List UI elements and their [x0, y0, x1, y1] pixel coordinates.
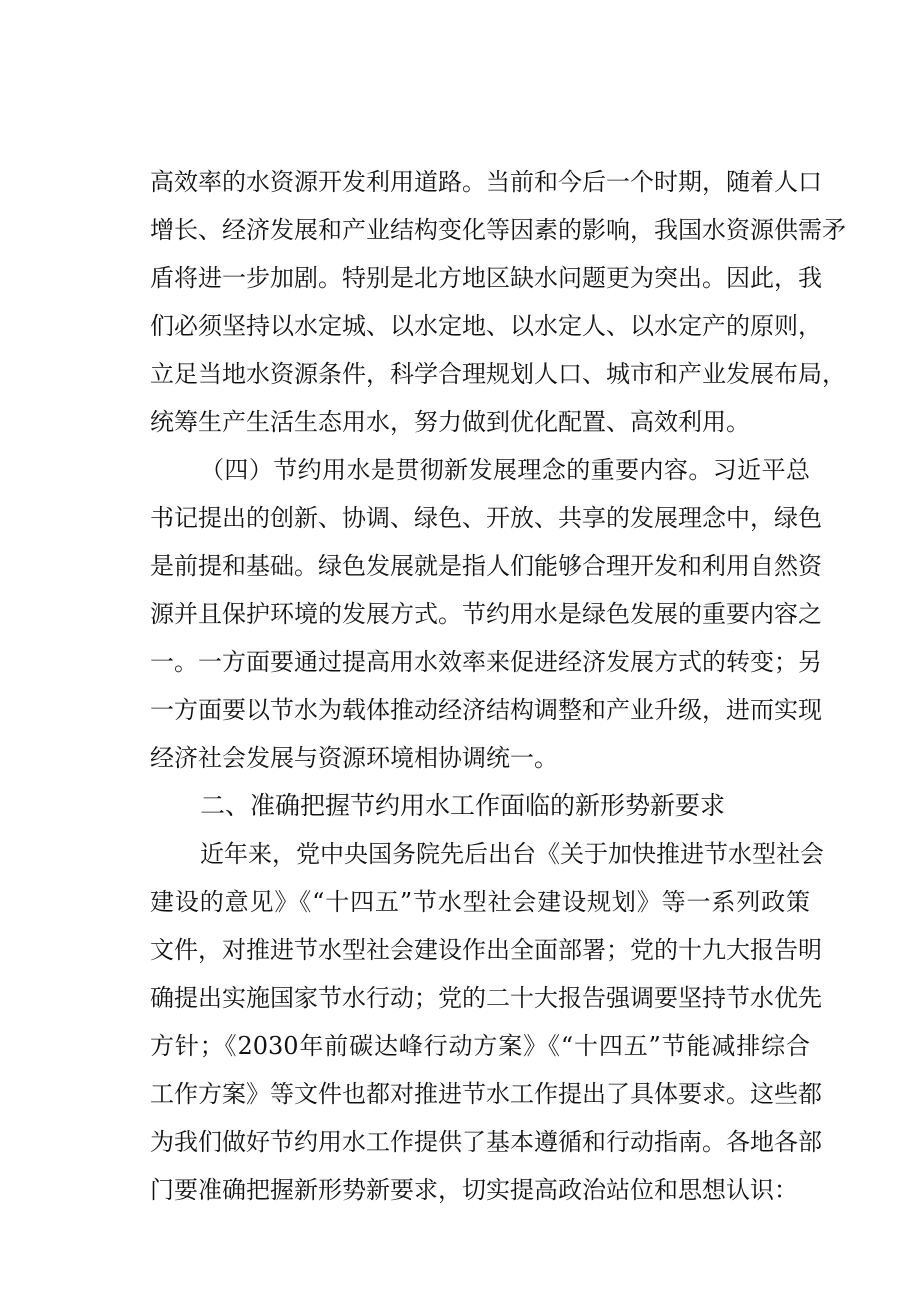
section-heading: 二、准确把握节约用水工作面临的新形势新要求 [200, 791, 726, 820]
paragraph-first-line: 近年来，党中央国务院先后出台《关于加快推进节水型社会 [200, 840, 824, 868]
paragraph-line: 一。一方面要通过提高用水效率来促进经济发展方式的转变；另 [150, 648, 822, 676]
paragraph-line: 经济社会发展与资源环境相协调统一。 [150, 744, 558, 772]
paragraph-line: 高效率的水资源开发利用道路。当前和今后一个时期，随着人口 [150, 168, 822, 196]
paragraph-line: 工作方案》等文件也都对推进节水工作提出了具体要求。这些都 [150, 1080, 822, 1108]
paragraph-line: 是前提和基础。绿色发展就是指人们能够合理开发和利用自然资 [150, 552, 822, 580]
paragraph-line: 文件，对推进节水型社会建设作出全面部署；党的十九大报告明 [150, 936, 822, 964]
paragraph-line: 方针；《2030年前碳达峰行动方案》《“十四五”节能减排综合 [150, 1032, 810, 1060]
paragraph-line: 盾将进一步加剧。特别是北方地区缺水问题更为突出。因此，我 [150, 264, 822, 292]
paragraph-line: 为我们做好节约用水工作提供了基本遵循和行动指南。各地各部 [150, 1128, 822, 1156]
paragraph-line: 门要准确把握新形势新要求，切实提高政治站位和思想认识： [150, 1176, 798, 1204]
paragraph-line: 立足当地水资源条件，科学合理规划人口、城市和产业发展布局， [150, 360, 846, 388]
paragraph-line: 增长、经济发展和产业结构变化等因素的影响，我国水资源供需矛 [150, 216, 846, 244]
paragraph-line: 一方面要以节水为载体推动经济结构调整和产业升级，进而实现 [150, 696, 822, 724]
paragraph-line: 源并且保护环境的发展方式。节约用水是绿色发展的重要内容之 [150, 600, 822, 628]
paragraph-line: 们必须坚持以水定城、以水定地、以水定人、以水定产的原则， [150, 312, 822, 340]
section-four-first-line: （四）节约用水是贯彻新发展理念的重要内容。习近平总 [200, 456, 810, 484]
paragraph-line: 书记提出的创新、协调、绿色、开放、共享的发展理念中，绿色 [150, 504, 822, 532]
paragraph-line: 建设的意见》《“十四五”节水型社会建设规划》等一系列政策 [150, 888, 810, 916]
paragraph-line: 确提出实施国家节水行动；党的二十大报告强调要坚持节水优先 [150, 984, 822, 1012]
paragraph-line: 统筹生产生活生态用水，努力做到优化配置、高效利用。 [150, 408, 750, 436]
